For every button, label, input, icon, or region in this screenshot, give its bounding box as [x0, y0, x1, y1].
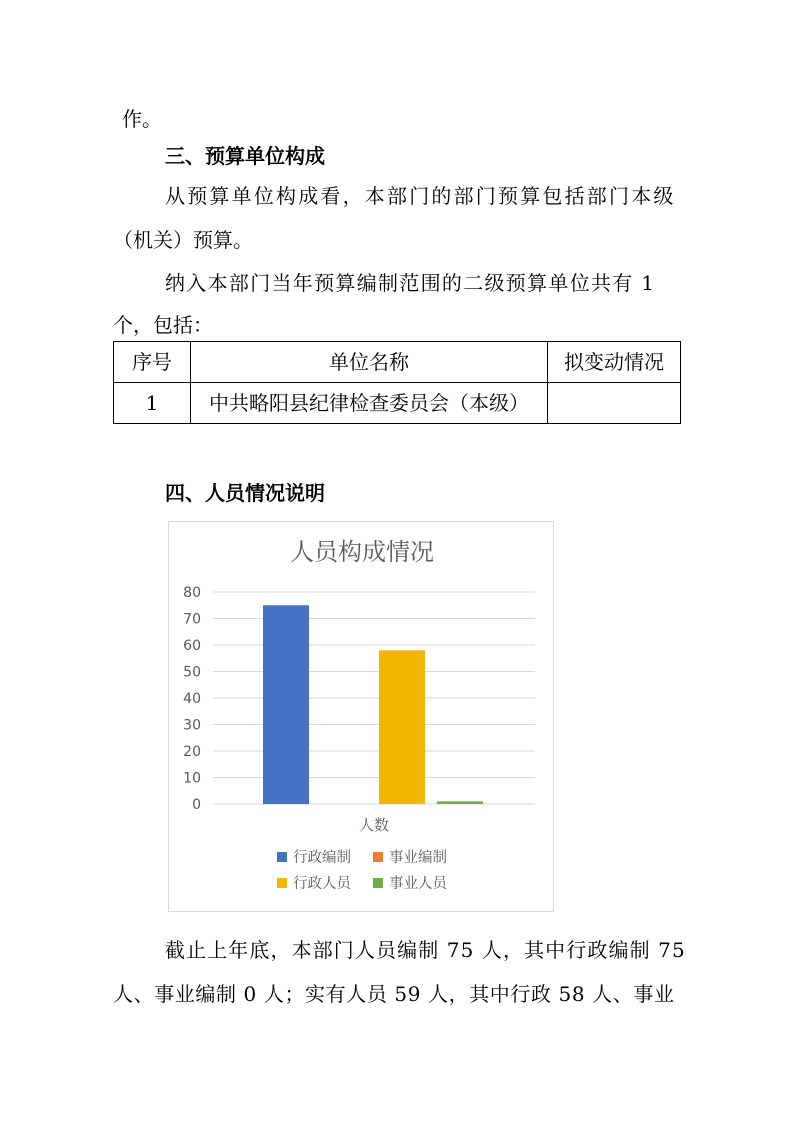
table-cell: 中共略阳县纪律检查委员会（本级）	[191, 383, 548, 424]
table-row	[114, 383, 681, 424]
chart-canvas	[169, 522, 555, 913]
paragraph-1-line-2: （机关）预算。	[113, 228, 253, 252]
table-header-row	[114, 342, 681, 383]
table-cell	[548, 383, 681, 424]
y-tick-label: 20	[183, 744, 201, 760]
y-tick-label: 40	[183, 691, 201, 707]
legend-label: 行政人员	[293, 876, 351, 892]
staff-composition-chart	[168, 521, 554, 912]
bar-行政人员	[379, 650, 425, 804]
y-tick-label: 10	[183, 770, 201, 787]
y-tick-label: 70	[183, 611, 201, 628]
x-category-label: 人数	[358, 816, 390, 834]
bar-行政编制	[263, 605, 309, 804]
paragraph-tail: 作。	[122, 107, 162, 131]
paragraph-1-line-1: 从预算单位构成看，本部门的部门预算包括部门本级	[165, 184, 676, 208]
y-tick-label: 50	[183, 664, 201, 681]
paragraph-3-line-1: 截止上年底，本部门人员编制 75 人，其中行政编制 75	[165, 938, 686, 962]
y-tick-label: 80	[183, 585, 201, 601]
legend-label: 行政编制	[293, 850, 351, 866]
legend-swatch	[277, 852, 287, 862]
table-cell: 1	[114, 383, 191, 424]
legend-label: 事业人员	[389, 876, 447, 892]
y-tick-label: 0	[192, 797, 201, 813]
section-3-heading: 三、预算单位构成	[165, 144, 325, 168]
bar-事业人员	[437, 801, 483, 804]
table-header-cell: 单位名称	[191, 342, 548, 383]
y-tick-label: 60	[183, 638, 201, 654]
paragraph-2-line-2: 个，包括：	[113, 313, 213, 337]
paragraph-2-line-1: 纳入本部门当年预算编制范围的二级预算单位共有 1	[165, 271, 656, 295]
legend-swatch	[373, 852, 383, 862]
legend-swatch	[373, 878, 383, 888]
legend-swatch	[277, 878, 287, 888]
chart-title: 人员构成情况	[290, 538, 434, 566]
section-4-heading: 四、人员情况说明	[165, 481, 325, 505]
paragraph-3-line-2: 人、事业编制 0 人；实有人员 59 人，其中行政 58 人、事业	[113, 982, 675, 1006]
table-header-cell: 拟变动情况	[548, 342, 681, 383]
budget-unit-table	[113, 341, 681, 424]
y-tick-label: 30	[183, 717, 201, 734]
legend-label: 事业编制	[389, 850, 447, 866]
table-header-cell: 序号	[114, 342, 191, 383]
